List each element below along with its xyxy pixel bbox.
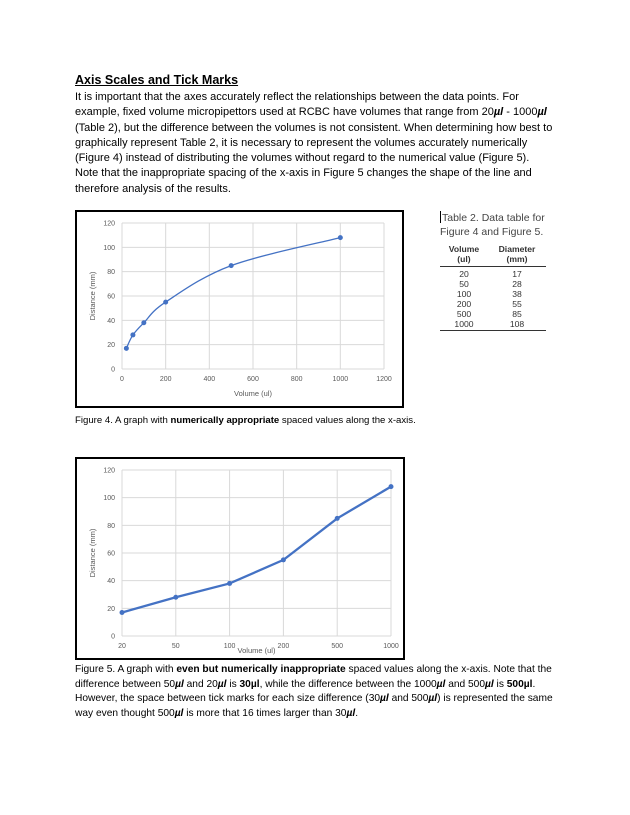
x-tick-label: 20	[118, 643, 126, 650]
x-tick-label: 1200	[376, 376, 392, 383]
figure-4-caption	[75, 414, 575, 428]
y-tick-label: 0	[111, 633, 115, 641]
table-2	[440, 244, 546, 331]
data-point	[389, 484, 394, 489]
figure-4-frame	[75, 210, 404, 408]
data-point	[173, 595, 178, 600]
caption-emphasis: numerically appropriate	[170, 415, 280, 426]
y-tick-label: 100	[103, 244, 115, 252]
unit-text: µl	[537, 106, 547, 119]
x-tick-label: 50	[171, 643, 180, 650]
y-tick-label: 20	[107, 605, 115, 613]
unit-text: µl	[493, 106, 504, 119]
y-axis-title: Distance (mm)	[88, 271, 97, 321]
x-tick-label: 400	[203, 376, 216, 383]
y-tick-label: 80	[107, 269, 115, 277]
y-axis-title: Distance (mm)	[88, 528, 97, 578]
data-point	[120, 610, 125, 615]
paragraph-text: It is important that the axes accurately reflect the relationships between the data points. For example, fixed volume micropipettors used at RCBC have volumes that range from 20	[75, 91, 519, 119]
x-axis-title: Volume (ul)	[237, 646, 276, 655]
y-tick-label: 80	[107, 522, 115, 530]
data-point	[141, 320, 146, 325]
caption-text: spaced values along the x-axis.	[279, 415, 416, 426]
data-point	[229, 263, 234, 268]
x-tick-label: 600	[247, 376, 259, 383]
y-tick-label: 100	[103, 495, 115, 503]
y-tick-label: 20	[107, 342, 115, 350]
y-tick-label: 60	[107, 293, 115, 301]
caption-text: Figure 4. A graph with	[75, 415, 171, 426]
figure-4-chart	[77, 212, 402, 406]
x-tick-label: 0	[120, 376, 124, 383]
x-tick-label: 500	[331, 643, 344, 650]
table-row: 200 55	[456, 299, 522, 309]
table-row: 50 28	[459, 279, 522, 289]
table-row: 20 17	[459, 269, 522, 279]
data-point	[130, 332, 135, 337]
section-heading: Axis Scales and Tick Marks	[75, 73, 239, 87]
data-point	[124, 346, 129, 351]
table-header-diameter: Diameter (mm)	[488, 244, 546, 267]
data-point	[335, 516, 340, 521]
x-tick-label: 200	[277, 643, 290, 650]
body-paragraph	[75, 90, 555, 197]
x-tick-label: 1000	[383, 643, 399, 650]
data-point	[227, 581, 232, 586]
y-tick-label: 120	[103, 467, 115, 475]
table-2-title: Table 2. Data table for Figure 4 and Figure 5.	[440, 212, 545, 238]
y-tick-label: 120	[103, 220, 115, 228]
data-point	[163, 300, 168, 305]
y-tick-label: 0	[111, 366, 115, 374]
table-header-volume: Volume (ul)	[440, 244, 488, 267]
y-tick-label: 40	[107, 317, 115, 325]
x-tick-label: 800	[290, 376, 303, 383]
table-row: 500 85	[456, 309, 522, 319]
x-tick-label: 200	[159, 376, 172, 383]
x-tick-label: 100	[223, 643, 236, 650]
y-tick-label: 40	[107, 578, 115, 586]
x-tick-label: 1000	[332, 376, 349, 383]
data-point	[338, 235, 343, 240]
figure-5-chart	[77, 459, 403, 658]
x-axis-title: Volume (ul)	[234, 389, 272, 398]
paragraph-text: (Table 2), but the difference between the volumes is not consistent. When determining how best to graphically represent Table 2, it is necessary to represent the volumes accurately numerically (Figure 4) instead of distributing the volumes without regard to the numerical value (Figure 5). Note that the inappropriate spacing of the x-axis in Figure 5 changes the shape of the line and therefore analysis of the results.	[75, 121, 553, 195]
paragraph-text: - 1000	[503, 106, 538, 119]
y-tick-label: 60	[107, 550, 115, 558]
table-row: 1000 108	[440, 319, 546, 331]
figure-5-frame	[75, 457, 405, 660]
table-row: 100 38	[456, 289, 522, 299]
data-point	[281, 557, 286, 562]
series-line	[126, 238, 340, 349]
text-cursor	[440, 211, 441, 223]
figure-5-caption: Figure 5. A graph with even but numerically inappropriate spaced values along the x-axis. Note that the difference between 50µl and 20µl is 30µl, while the difference between the 1000µl and 500µl is 500µl. However, the space between tick marks for each size difference (30µl and 500µl) is represented the same way even thought 500µl is more that 16 times larger than 30µl.	[75, 664, 553, 719]
series-line	[122, 487, 391, 613]
